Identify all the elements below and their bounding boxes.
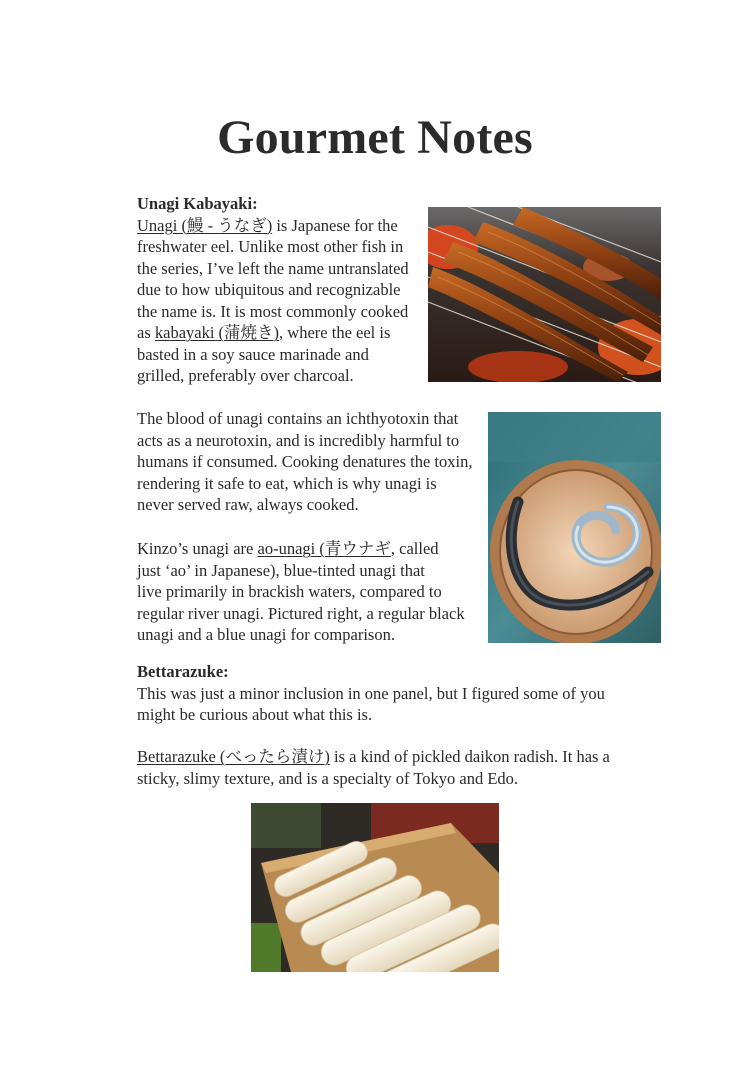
- bettarazuke-p1-line2: might be curious about what this is.: [137, 705, 373, 724]
- ao-line3: live primarily in brackish waters, compared to: [137, 582, 442, 601]
- unagi-p1-line4: due to how ubiquitous and recognizable: [137, 280, 401, 299]
- toxin-line5: never served raw, always cooked.: [137, 495, 359, 514]
- bettarazuke-link[interactable]: Bettarazuke (べったら漬け): [137, 747, 330, 766]
- unagi-heading: Unagi Kabayaki:: [137, 194, 258, 213]
- unagi-section: [137, 193, 409, 387]
- toxin-line3: humans if consumed. Cooking denatures the toxin,: [137, 452, 473, 471]
- unagi-p1-line6: [137, 322, 409, 344]
- bettarazuke-heading: Bettarazuke:: [137, 662, 229, 681]
- unagi-p1-line3: the series, I’ve left the name untranslated: [137, 258, 409, 278]
- unagi-p1-line2: freshwater eel. Unlike most other fish in: [137, 237, 404, 256]
- unagi-p1-line1-text: is Japanese for the: [272, 215, 398, 235]
- ao-line5: unagi and a blue unagi for comparison.: [137, 625, 395, 644]
- unagi-p1-line1: [137, 215, 409, 237]
- ao-unagi-paragraph: [137, 538, 465, 646]
- unagi-p1-line8: grilled, preferably over charcoal.: [137, 366, 354, 385]
- unagi-link[interactable]: Unagi (鰻 - うなぎ): [137, 215, 273, 235]
- ao-line1-pre: Kinzo’s unagi are: [137, 539, 258, 558]
- pickled-daikon-photo: [251, 803, 499, 972]
- unagi-p1-line6-pre: as: [137, 323, 155, 342]
- ao-unagi-link[interactable]: ao-unagi (青ウナギ: [257, 539, 391, 558]
- unagi-toxin-paragraph: [137, 408, 472, 516]
- unagi-p1-line5: the name is. It is most commonly cooked: [137, 301, 409, 321]
- grilled-eel-photo: [428, 207, 661, 382]
- bettarazuke-section: [137, 661, 605, 726]
- toxin-line4: rendering it safe to eat, which is why unagi is: [137, 473, 437, 493]
- page-title: Gourmet Notes: [217, 111, 533, 164]
- ao-line2: just ‘ao’ in Japanese), blue-tinted unagi that: [137, 560, 425, 580]
- bettarazuke-p1-line1: This was just a minor inclusion in one panel, but I figured some of you: [137, 683, 605, 703]
- ao-line1: [137, 538, 465, 560]
- bettarazuke-p2-line1: [137, 746, 610, 768]
- eels-in-tub-photo: [488, 412, 661, 643]
- bettarazuke-paragraph: [137, 746, 610, 789]
- unagi-p1-line7: basted in a soy sauce marinade and: [137, 344, 369, 364]
- unagi-p1-line6-rest: , where the eel is: [279, 323, 391, 342]
- ao-line4: regular river unagi. Pictured right, a regular black: [137, 603, 465, 623]
- toxin-line2: acts as a neurotoxin, and is incredibly harmful to: [137, 430, 460, 450]
- bettarazuke-p2-line2: sticky, slimy texture, and is a specialty of Tokyo and Edo.: [137, 768, 519, 788]
- toxin-line1: The blood of unagi contains an ichthyotoxin that: [137, 409, 459, 428]
- kabayaki-link[interactable]: kabayaki (蒲焼き): [154, 323, 280, 342]
- ao-line1-rest: , called: [390, 539, 439, 558]
- bettarazuke-p2-line1-rest: is a kind of pickled daikon radish. It has a: [329, 747, 610, 766]
